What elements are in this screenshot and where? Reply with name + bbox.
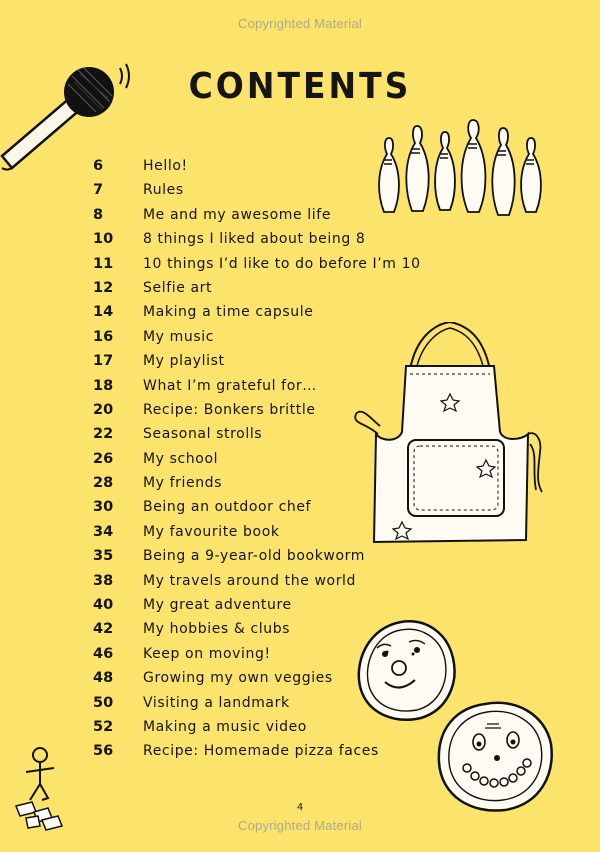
toc-entry[interactable] <box>0 349 600 373</box>
watermark-bottom: Copyrighted Material <box>238 818 362 833</box>
toc-entry-title: Being a 9-year-old bookworm <box>143 548 365 565</box>
toc-entry[interactable] <box>0 300 600 324</box>
toc-page-number: 11 <box>93 255 114 272</box>
toc-entry[interactable] <box>0 203 600 227</box>
toc-entry[interactable] <box>0 520 600 544</box>
toc-entry[interactable] <box>0 739 600 763</box>
toc-page-number: 10 <box>93 231 114 248</box>
toc-entry[interactable] <box>0 178 600 202</box>
toc-page-number: 20 <box>93 401 114 418</box>
toc-entry[interactable] <box>0 593 600 617</box>
toc-page-number: 34 <box>93 523 114 540</box>
toc-entry-title: My playlist <box>143 353 225 370</box>
toc-entry[interactable] <box>0 715 600 739</box>
toc-entry[interactable] <box>0 227 600 251</box>
toc-entry[interactable] <box>0 276 600 300</box>
page-title: CONTENTS <box>188 64 412 107</box>
toc-entry[interactable] <box>0 471 600 495</box>
toc-page-number: 56 <box>93 743 114 760</box>
toc-entry-title: Growing my own veggies <box>143 670 333 687</box>
toc-page-number: 48 <box>93 670 114 687</box>
toc-page-number: 35 <box>93 548 114 565</box>
toc-entry-title: Selfie art <box>143 279 213 296</box>
toc-entry-title: Recipe: Bonkers brittle <box>143 401 316 418</box>
toc-entry[interactable] <box>0 569 600 593</box>
toc-page-number: 18 <box>93 377 114 394</box>
toc-entry[interactable] <box>0 154 600 178</box>
toc-page-number: 40 <box>93 597 114 614</box>
toc-page-number: 28 <box>93 475 114 492</box>
toc-entry[interactable] <box>0 642 600 666</box>
toc-entry[interactable] <box>0 617 600 641</box>
toc-page-number: 26 <box>93 450 114 467</box>
toc-page-number: 52 <box>93 718 114 735</box>
toc-page-number: 22 <box>93 426 114 443</box>
toc-entry-title: My friends <box>143 475 223 492</box>
page-number: 4 <box>296 802 304 813</box>
toc-entry-title: 10 things I’d like to do before I’m 10 <box>143 255 421 272</box>
toc-page-number: 46 <box>93 645 114 662</box>
toc-entry-title: My school <box>143 450 219 467</box>
toc-entry-title: Rules <box>143 182 184 199</box>
toc-page-number: 16 <box>93 328 114 345</box>
toc-entry-title: Visiting a landmark <box>143 694 290 711</box>
toc-entry[interactable] <box>0 374 600 398</box>
toc-entry[interactable] <box>0 325 600 349</box>
toc-page-number: 42 <box>93 621 114 638</box>
toc-entry-title: 8 things I liked about being 8 <box>143 231 366 248</box>
toc-entry-title: Recipe: Homemade pizza faces <box>143 743 379 760</box>
toc-page-number: 30 <box>93 499 114 516</box>
toc-entry[interactable] <box>0 691 600 715</box>
toc-page-number: 6 <box>93 158 104 174</box>
toc-entry[interactable] <box>0 252 600 276</box>
toc-page-number: 17 <box>93 353 114 370</box>
toc-entry-title: Making a music video <box>143 718 307 735</box>
toc-page-number: 12 <box>93 279 114 296</box>
toc-entry-title: Making a time capsule <box>143 304 314 321</box>
toc-entry-title: My travels around the world <box>143 572 357 589</box>
toc-page-number: 38 <box>93 572 114 589</box>
toc-entry[interactable] <box>0 398 600 422</box>
toc-entry-title: My hobbies & clubs <box>143 621 291 638</box>
toc-entry-title: Being an outdoor chef <box>143 499 312 516</box>
toc-page-number: 8 <box>93 206 104 223</box>
toc-entry[interactable] <box>0 495 600 519</box>
watermark-top: Copyrighted Material <box>238 16 362 31</box>
toc-entry-title: Hello! <box>143 158 188 174</box>
toc-entry-title: What I’m grateful for… <box>143 377 317 394</box>
toc-entry[interactable] <box>0 666 600 690</box>
toc-entry-title: Seasonal strolls <box>143 426 263 443</box>
toc-entry[interactable] <box>0 422 600 446</box>
toc-entry-title: My music <box>143 328 215 345</box>
toc-entry[interactable] <box>0 447 600 471</box>
toc-entry-title: Keep on moving! <box>143 645 271 662</box>
toc-page-number: 50 <box>93 694 114 711</box>
toc-page-number: 14 <box>93 304 114 321</box>
toc-entry[interactable] <box>0 544 600 568</box>
toc-entry-title: Me and my awesome life <box>143 206 332 223</box>
toc-entry-title: My favourite book <box>143 523 280 540</box>
toc-page-number: 7 <box>93 182 104 199</box>
toc-entry-title: My great adventure <box>143 597 292 614</box>
table-of-contents <box>0 154 600 764</box>
